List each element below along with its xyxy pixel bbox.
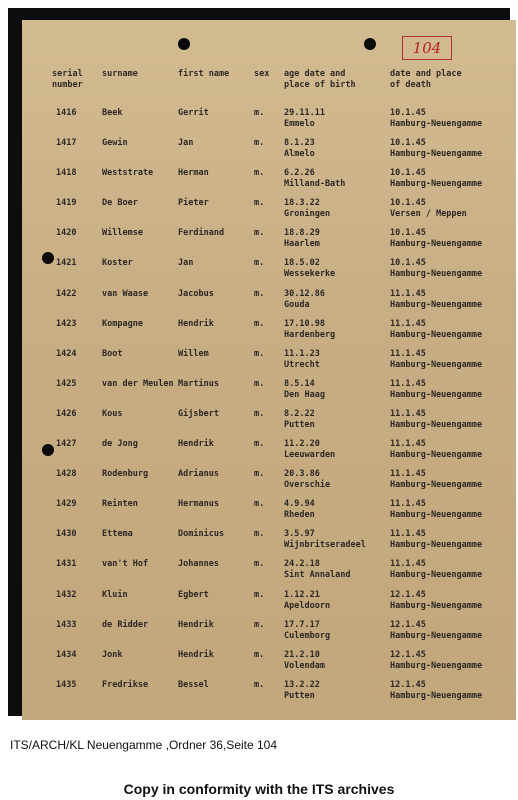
birth-place: Rheden — [284, 510, 315, 521]
table-row — [22, 525, 516, 555]
sex: m. — [254, 198, 265, 209]
birth-date: 30.12.86 — [284, 288, 325, 299]
death-date: 11.1.45 — [390, 288, 426, 299]
serial-number: 1424 — [56, 348, 77, 359]
sex: m. — [254, 469, 265, 480]
archive-reference: ITS/ARCH/KL Neuengamme ,Ordner 36,Seite 104 — [10, 738, 278, 752]
birth-date: 18.5.02 — [284, 258, 320, 269]
serial-number: 1425 — [56, 378, 77, 389]
sex: m. — [254, 348, 265, 359]
birth-info — [284, 228, 320, 250]
serial-number: 1421 — [56, 258, 77, 269]
sex: m. — [254, 108, 265, 118]
death-place: Hamburg-Neuengamme — [390, 269, 483, 280]
death-place: Hamburg-Neuengamme — [390, 510, 483, 521]
table-row — [22, 495, 516, 525]
sex: m. — [254, 168, 265, 179]
table-row — [22, 345, 516, 375]
serial-number: 1435 — [56, 679, 77, 690]
first-name: Pieter — [178, 198, 209, 209]
birth-info — [284, 529, 366, 551]
death-info — [390, 469, 482, 491]
sex: m. — [254, 408, 265, 419]
birth-info — [284, 349, 320, 371]
birth-info — [284, 439, 335, 461]
death-date: 11.1.45 — [390, 499, 426, 510]
death-info — [390, 680, 482, 702]
birth-place: Den Haag — [284, 389, 325, 400]
death-date: 10.1.45 — [390, 228, 426, 239]
birth-date: 13.2.22 — [284, 679, 320, 690]
table-row — [22, 586, 516, 616]
birth-date: 6.2.26 — [284, 168, 315, 179]
birth-info — [284, 409, 315, 431]
birth-place: Overschie — [284, 480, 331, 491]
first-name: Herman — [178, 168, 209, 179]
punch-hole — [364, 38, 376, 50]
death-date: 11.1.45 — [390, 318, 426, 329]
surname: Beek — [102, 108, 123, 118]
first-name: Jan — [178, 138, 194, 149]
birth-info — [284, 289, 325, 311]
death-info — [390, 319, 482, 341]
header-surname: surname — [102, 69, 138, 79]
first-name: Adrianus — [178, 469, 219, 480]
death-place: Hamburg-Neuengamme — [390, 690, 483, 701]
first-name: Gerrit — [178, 108, 209, 118]
sex: m. — [254, 589, 265, 600]
surname: Weststrate — [102, 168, 154, 179]
death-info — [390, 559, 482, 581]
table-row — [22, 375, 516, 405]
first-name: Jacobus — [178, 288, 214, 299]
birth-info — [284, 499, 315, 521]
death-date: 11.1.45 — [390, 378, 426, 389]
death-date: 11.1.45 — [390, 529, 426, 540]
death-place: Hamburg-Neuengamme — [390, 480, 483, 491]
surname: Willemse — [102, 228, 143, 239]
birth-place: Sint Annaland — [284, 570, 351, 581]
punch-hole — [178, 38, 190, 50]
death-place: Hamburg-Neuengamme — [390, 630, 483, 641]
birth-date: 17.7.17 — [284, 619, 320, 630]
death-place: Hamburg-Neuengamme — [390, 660, 483, 671]
serial-number: 1434 — [56, 649, 77, 660]
table-row — [22, 194, 516, 224]
surname: Jonk — [102, 649, 123, 660]
sex: m. — [254, 499, 265, 510]
death-info — [390, 439, 482, 461]
serial-number: 1420 — [56, 228, 77, 239]
birth-info — [284, 559, 351, 581]
death-date: 12.1.45 — [390, 619, 426, 630]
serial-number: 1418 — [56, 168, 77, 179]
surname: Ettema — [102, 529, 133, 540]
birth-date: 21.2.10 — [284, 649, 320, 660]
serial-number: 1428 — [56, 469, 77, 480]
death-date: 10.1.45 — [390, 108, 426, 118]
death-date: 12.1.45 — [390, 679, 426, 690]
death-date: 11.1.45 — [390, 439, 426, 450]
sex: m. — [254, 258, 265, 269]
birth-date: 4.9.94 — [284, 499, 315, 510]
death-info — [390, 228, 482, 250]
conformity-note: Copy in conformity with the ITS archives — [123, 781, 395, 797]
sex: m. — [254, 318, 265, 329]
document-page — [22, 20, 516, 720]
first-name: Hermanus — [178, 499, 219, 510]
table-row — [22, 465, 516, 495]
birth-place: Hardenberg — [284, 329, 336, 340]
death-info — [390, 409, 482, 431]
death-info — [390, 168, 482, 190]
surname: Kompagne — [102, 318, 143, 329]
birth-place: Haarlem — [284, 239, 320, 250]
birth-info — [284, 379, 325, 401]
death-place: Hamburg-Neuengamme — [390, 329, 483, 340]
serial-number: 1432 — [56, 589, 77, 600]
table-row — [22, 285, 516, 315]
birth-info — [284, 138, 315, 160]
death-place: Hamburg-Neuengamme — [390, 179, 483, 190]
sex: m. — [254, 439, 265, 450]
birth-place: Volendam — [284, 660, 325, 671]
birth-place: Gouda — [284, 299, 310, 310]
serial-number: 1431 — [56, 559, 77, 570]
header-serial: serial number — [52, 69, 83, 90]
table-row — [22, 555, 516, 585]
header-sex: sex — [254, 69, 270, 79]
birth-place: Leeuwarden — [284, 450, 336, 461]
birth-date: 11.1.23 — [284, 348, 320, 359]
birth-info — [284, 469, 330, 491]
surname: De Boer — [102, 198, 138, 209]
first-name: Martinus — [178, 378, 219, 389]
death-info — [390, 198, 467, 220]
table-row — [22, 254, 516, 284]
first-name: Willem — [178, 348, 209, 359]
birth-info — [284, 590, 330, 612]
birth-date: 8.5.14 — [284, 378, 315, 389]
birth-date: 8.2.22 — [284, 408, 315, 419]
death-place: Hamburg-Neuengamme — [390, 419, 483, 430]
surname: de Ridder — [102, 619, 149, 630]
birth-date: 17.10.98 — [284, 318, 325, 329]
surname: de Jong — [102, 439, 138, 450]
death-info — [390, 529, 482, 551]
header-death: date and place of death — [390, 69, 462, 90]
death-date: 10.1.45 — [390, 258, 426, 269]
death-date: 12.1.45 — [390, 589, 426, 600]
surname: Boot — [102, 348, 123, 359]
first-name: Ferdinand — [178, 228, 225, 239]
birth-date: 8.1.23 — [284, 138, 315, 149]
death-place: Hamburg-Neuengamme — [390, 359, 483, 370]
first-name: Hendrik — [178, 649, 214, 660]
birth-place: Apeldoorn — [284, 600, 331, 611]
first-name: Hendrik — [178, 318, 214, 329]
death-info — [390, 108, 482, 130]
death-place: Hamburg-Neuengamme — [390, 540, 483, 551]
birth-info — [284, 198, 330, 220]
birth-place: Emmelo — [284, 119, 315, 129]
birth-place: Wessekerke — [284, 269, 336, 280]
birth-info — [284, 680, 320, 702]
header-birth: age date and place of birth — [284, 69, 356, 90]
first-name: Johannes — [178, 559, 219, 570]
table-row — [22, 104, 516, 134]
surname: van't Hof — [102, 559, 149, 570]
serial-number: 1419 — [56, 198, 77, 209]
birth-date: 11.2.20 — [284, 439, 320, 450]
surname: Reinten — [102, 499, 138, 510]
death-info — [390, 349, 482, 371]
birth-place: Culemborg — [284, 630, 331, 641]
death-info — [390, 258, 482, 280]
sex: m. — [254, 619, 265, 630]
death-date: 11.1.45 — [390, 408, 426, 419]
sex: m. — [254, 529, 265, 540]
sex: m. — [254, 559, 265, 570]
serial-number: 1416 — [56, 108, 77, 118]
birth-info — [284, 620, 330, 642]
birth-date: 18.8.29 — [284, 228, 320, 239]
first-name: Dominicus — [178, 529, 225, 540]
birth-place: Groningen — [284, 209, 331, 220]
sex: m. — [254, 228, 265, 239]
register-table — [22, 104, 516, 706]
serial-number: 1423 — [56, 318, 77, 329]
first-name: Hendrik — [178, 439, 214, 450]
death-date: 10.1.45 — [390, 168, 426, 179]
table-row — [22, 676, 516, 706]
table-row — [22, 405, 516, 435]
serial-number: 1426 — [56, 408, 77, 419]
surname: Koster — [102, 258, 133, 269]
death-date: 11.1.45 — [390, 559, 426, 570]
death-place: Versen / Meppen — [390, 209, 467, 220]
table-row — [22, 134, 516, 164]
surname: Gewin — [102, 138, 128, 149]
surname: van der Meulen — [102, 378, 174, 389]
sex: m. — [254, 288, 265, 299]
surname: Fredrikse — [102, 679, 149, 690]
birth-info — [284, 108, 325, 130]
birth-date: 3.5.97 — [284, 529, 315, 540]
first-name: Bessel — [178, 679, 209, 690]
death-info — [390, 289, 482, 311]
table-row — [22, 435, 516, 465]
death-place: Hamburg-Neuengamme — [390, 149, 483, 160]
first-name: Gijsbert — [178, 408, 219, 419]
death-place: Hamburg-Neuengamme — [390, 239, 483, 250]
death-info — [390, 379, 482, 401]
first-name: Jan — [178, 258, 194, 269]
serial-number: 1422 — [56, 288, 77, 299]
birth-date: 18.3.22 — [284, 198, 320, 209]
death-info — [390, 590, 482, 612]
surname: Rodenburg — [102, 469, 149, 480]
table-row — [22, 224, 516, 254]
death-place: Hamburg-Neuengamme — [390, 119, 483, 129]
death-place: Hamburg-Neuengamme — [390, 389, 483, 400]
birth-info — [284, 650, 325, 672]
death-info — [390, 650, 482, 672]
serial-number: 1417 — [56, 138, 77, 149]
birth-place: Putten — [284, 419, 315, 430]
death-place: Hamburg-Neuengamme — [390, 600, 483, 611]
birth-date: 1.12.21 — [284, 589, 320, 600]
birth-date: 20.3.86 — [284, 469, 320, 480]
birth-place: Milland-Bath — [284, 179, 346, 190]
birth-date: 24.2.18 — [284, 559, 320, 570]
sex: m. — [254, 649, 265, 660]
death-place: Hamburg-Neuengamme — [390, 450, 483, 461]
serial-number: 1433 — [56, 619, 77, 630]
birth-info — [284, 258, 335, 280]
death-place: Hamburg-Neuengamme — [390, 570, 483, 581]
surname: Kluin — [102, 589, 128, 600]
first-name: Hendrik — [178, 619, 214, 630]
death-date: 12.1.45 — [390, 649, 426, 660]
table-row — [22, 646, 516, 676]
birth-place: Wijnbritseradeel — [284, 540, 366, 551]
sex: m. — [254, 679, 265, 690]
birth-place: Almelo — [284, 149, 315, 160]
death-info — [390, 620, 482, 642]
death-date: 10.1.45 — [390, 138, 426, 149]
serial-number: 1429 — [56, 499, 77, 510]
table-row — [22, 616, 516, 646]
serial-number: 1430 — [56, 529, 77, 540]
page-number-stamp: 104 — [402, 36, 452, 60]
death-place: Hamburg-Neuengamme — [390, 299, 483, 310]
death-info — [390, 499, 482, 521]
surname: van Waase — [102, 288, 149, 299]
birth-place: Putten — [284, 690, 315, 701]
death-info — [390, 138, 482, 160]
birth-info — [284, 319, 335, 341]
surname: Kous — [102, 408, 123, 419]
table-row — [22, 164, 516, 194]
table-row — [22, 315, 516, 345]
death-date: 11.1.45 — [390, 348, 426, 359]
first-name: Egbert — [178, 589, 209, 600]
birth-place: Utrecht — [284, 359, 320, 370]
serial-number: 1427 — [56, 439, 77, 450]
sex: m. — [254, 378, 265, 389]
death-date: 11.1.45 — [390, 469, 426, 480]
birth-date: 29.11.11 — [284, 108, 325, 118]
death-date: 10.1.45 — [390, 198, 426, 209]
birth-info — [284, 168, 345, 190]
header-first-name: first name — [178, 69, 230, 79]
sex: m. — [254, 138, 265, 149]
scanned-document — [8, 8, 510, 716]
